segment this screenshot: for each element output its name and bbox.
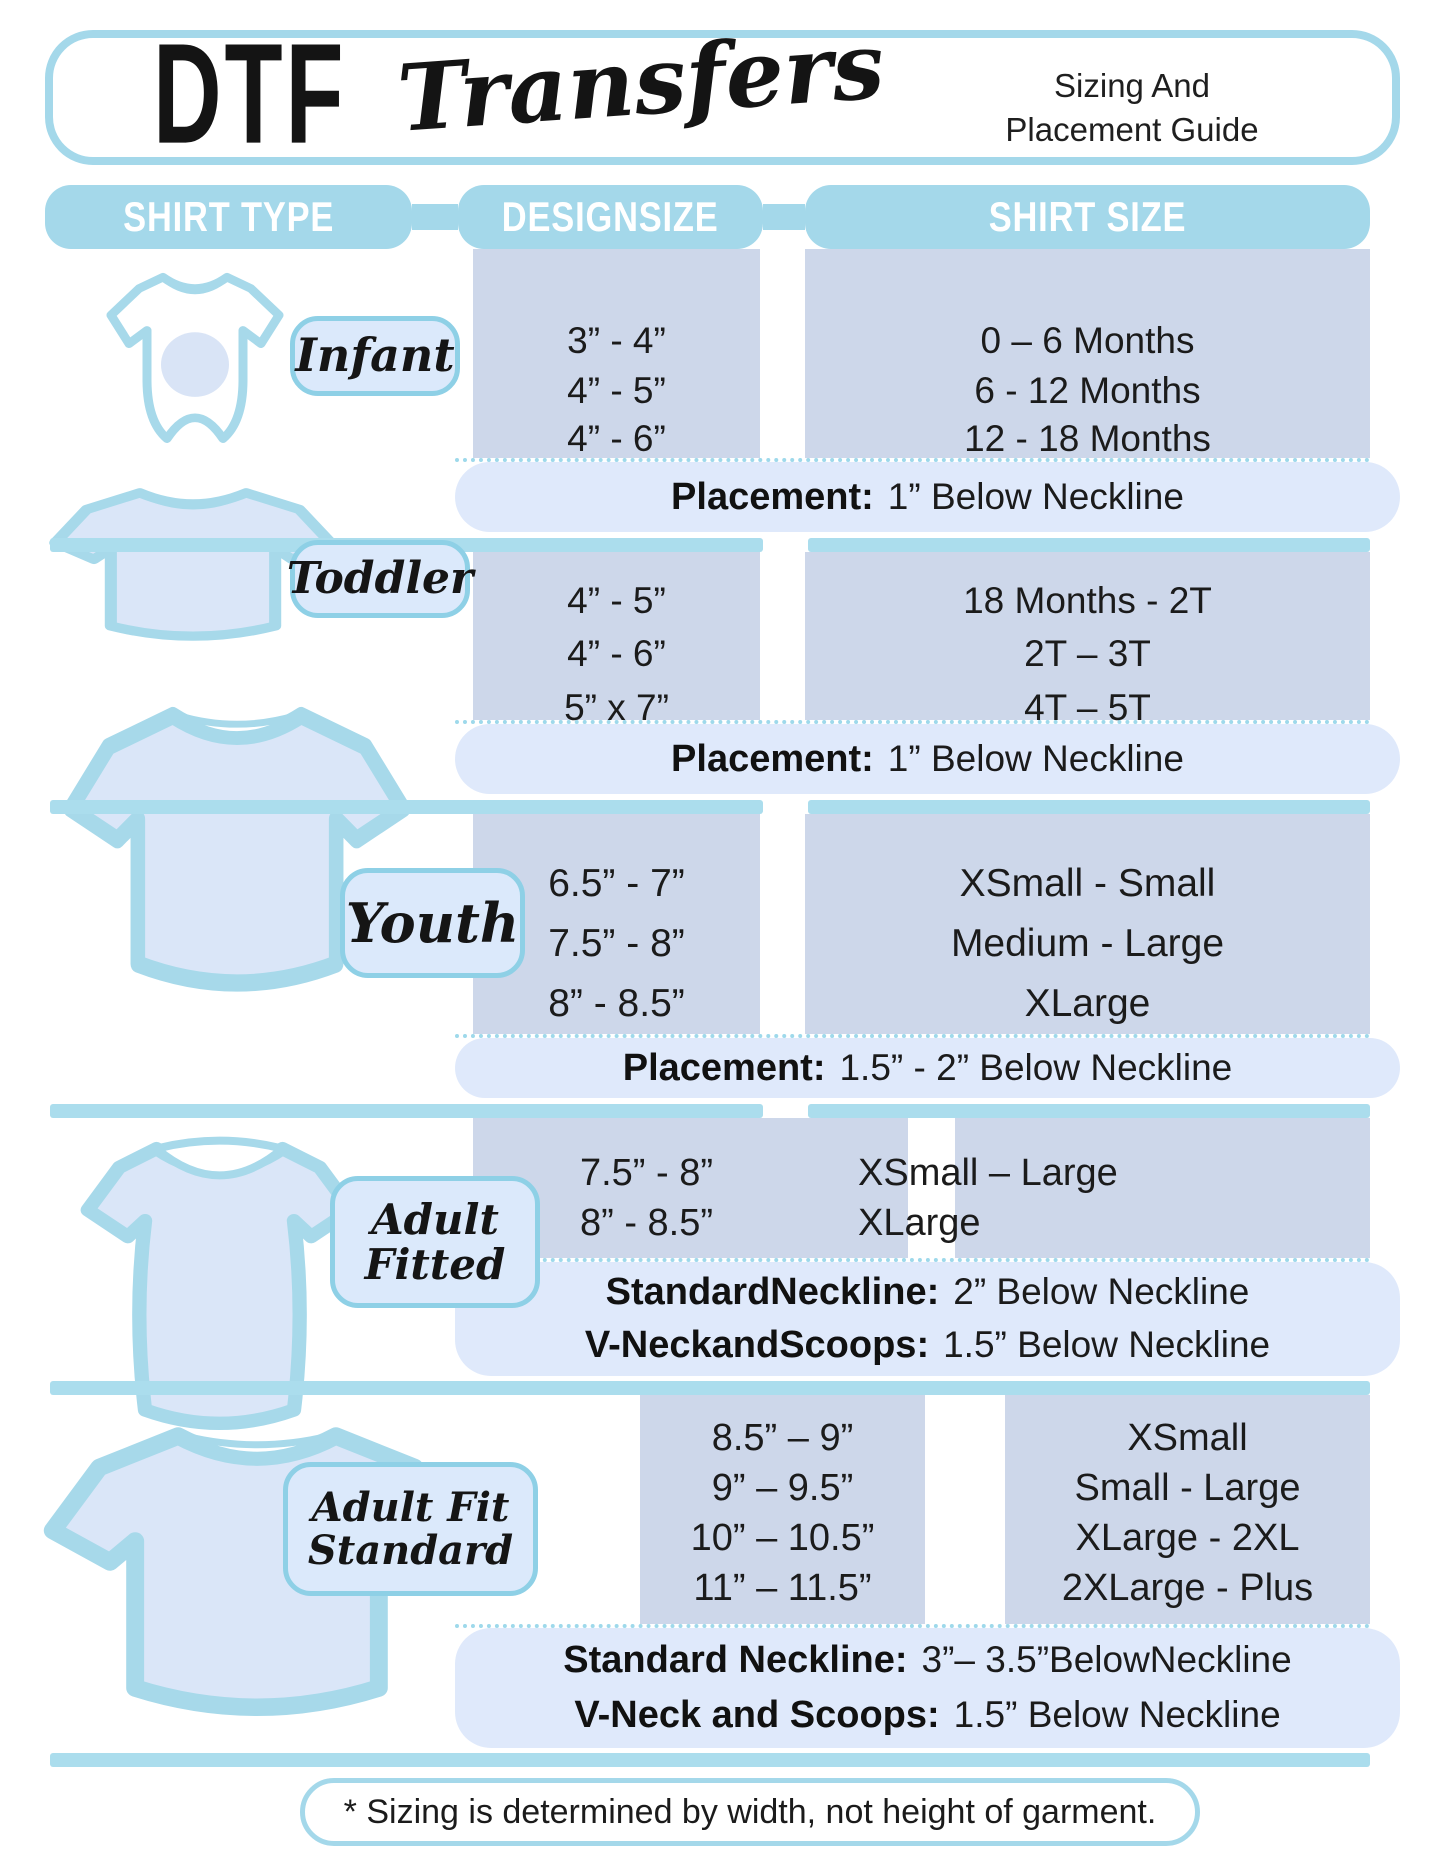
design-size-value: 10” – 10.5” — [690, 1517, 875, 1559]
placement-line — [671, 738, 1184, 781]
placement-value: 1” Below Neckline — [887, 475, 1184, 517]
footer-note-pill — [300, 1778, 1200, 1846]
shirt-size-value: XSmall — [1127, 1417, 1248, 1459]
pill-connector — [763, 204, 805, 230]
header-subtitle — [967, 64, 1297, 151]
column-header-shirt-size-label: SHIRT SIZE — [988, 193, 1187, 240]
placement-band-youth — [455, 1038, 1400, 1098]
shirt-size-value: 2T – 3T — [1024, 633, 1151, 674]
placement-value: 1.5” Below Neckline — [953, 1693, 1281, 1735]
shirt-size-value: 4T – 5T — [1024, 687, 1151, 728]
shirt-size-value: 0 – 6 Months — [980, 320, 1195, 361]
design-size-value: 4” - 5” — [567, 370, 666, 411]
placement-line — [563, 1639, 1291, 1682]
placement-value: 1” Below Neckline — [887, 737, 1184, 779]
design-size-value: 9” – 9.5” — [711, 1467, 854, 1509]
design-size-value: 7.5” - 8” — [579, 1152, 714, 1194]
column-header-design-size-label: DESIGNSIZE — [502, 193, 719, 240]
row-divider — [50, 1753, 1370, 1767]
column-header-shirt-type — [45, 185, 412, 249]
design-size-value: 8” - 8.5” — [579, 1202, 714, 1244]
shirt-type-label-infant — [290, 316, 460, 396]
row-divider — [808, 1104, 1370, 1118]
row-divider — [50, 800, 763, 814]
pill-connector — [412, 204, 458, 230]
placement-label: Placement: — [622, 1046, 826, 1089]
row-divider — [50, 1104, 763, 1118]
design-size-value: 8” - 8.5” — [548, 982, 685, 1025]
shirt-size-value: XLarge — [858, 1202, 981, 1244]
placement-band-adult-fitted — [455, 1262, 1400, 1376]
design-size-value: 4” - 6” — [567, 633, 666, 674]
header-box — [45, 11, 1400, 173]
shirt-type-label-text: Adult Fit — [311, 1483, 510, 1531]
column-header-shirt-type-label: SHIRT TYPE — [122, 193, 335, 240]
row-divider — [808, 800, 1370, 814]
placement-line — [585, 1324, 1270, 1367]
shirt-type-label-text: Youth — [345, 890, 520, 955]
placement-line — [671, 476, 1184, 519]
shirt-size-value: 6 - 12 Months — [974, 370, 1201, 411]
design-size-value: 4” - 5” — [567, 580, 666, 621]
column-header-design-size — [458, 185, 763, 249]
shirt-size-value: 2XLarge - Plus — [1061, 1567, 1314, 1609]
placement-value: 3”– 3.5”BelowNeckline — [921, 1639, 1292, 1681]
subtitle-line-1: Sizing And — [1054, 67, 1210, 104]
column-header-shirt-size — [805, 185, 1370, 249]
shirt-size-value: Medium - Large — [950, 922, 1225, 965]
infant-onesie-graphic — [95, 262, 295, 452]
shirt-size-value: Small - Large — [1074, 1467, 1301, 1509]
shirt-type-label-text: Standard — [307, 1527, 514, 1574]
placement-line — [606, 1271, 1250, 1314]
shirt-type-label-adult-fitted — [330, 1176, 540, 1308]
youth-tee-graphic — [62, 688, 412, 1033]
placement-label: Placement: — [671, 475, 874, 518]
shirt-size-value: 18 Months - 2T — [963, 580, 1212, 621]
shirt-type-label-toddler — [286, 540, 474, 618]
placement-band-infant — [455, 462, 1400, 532]
shirt-type-label-adult-standard — [283, 1462, 538, 1596]
design-size-value: 3” - 4” — [567, 320, 666, 361]
shirt-size-value: XLarge - 2XL — [1075, 1517, 1300, 1559]
footer-note-text: * Sizing is determined by width, not height of garment. — [343, 1792, 1157, 1831]
shirt-type-label-text: Infant — [295, 328, 455, 383]
placement-band-adult-standard — [455, 1628, 1400, 1748]
shirt-size-value: XLarge — [1024, 982, 1151, 1025]
placement-label: Standard Neckline: — [563, 1639, 908, 1682]
placement-label: V-NeckandScoops: — [584, 1323, 930, 1366]
brand-title: DTF — [153, 14, 347, 173]
placement-line — [623, 1047, 1233, 1090]
placement-value: 1.5” Below Neckline — [943, 1323, 1271, 1365]
placement-label: V-Neck and Scoops: — [574, 1693, 940, 1736]
shirt-type-label-text: Adult — [371, 1194, 499, 1244]
shirt-size-value: XSmall – Large — [858, 1152, 1118, 1194]
placement-band-toddler — [455, 724, 1400, 794]
row-divider — [808, 538, 1370, 552]
design-size-value: 7.5” - 8” — [548, 922, 685, 965]
design-size-value: 11” – 11.5” — [693, 1567, 872, 1609]
placement-value: 2” Below Neckline — [953, 1271, 1250, 1313]
subtitle-line-2: Placement Guide — [1005, 110, 1259, 148]
placement-label: Placement: — [671, 737, 874, 780]
shirt-type-label-text: Toddler — [286, 553, 474, 605]
brand-script-title: Transfers — [394, 11, 888, 153]
shirt-type-label-text: Fitted — [364, 1240, 506, 1289]
shirt-size-value: 12 - 18 Months — [964, 418, 1211, 459]
placement-line — [574, 1694, 1280, 1737]
design-size-value: 5” x 7” — [564, 687, 669, 728]
placement-value: 1.5” - 2” Below Neckline — [839, 1046, 1233, 1088]
design-size-value: 6.5” - 7” — [548, 862, 685, 905]
design-size-value: 4” - 6” — [567, 418, 666, 459]
row-divider — [50, 1381, 1370, 1395]
shirt-type-label-youth — [340, 868, 525, 978]
shirt-size-value: XSmall - Small — [959, 862, 1216, 905]
design-size-value: 8.5” – 9” — [711, 1417, 854, 1459]
placement-label: StandardNeckline: — [605, 1271, 940, 1314]
